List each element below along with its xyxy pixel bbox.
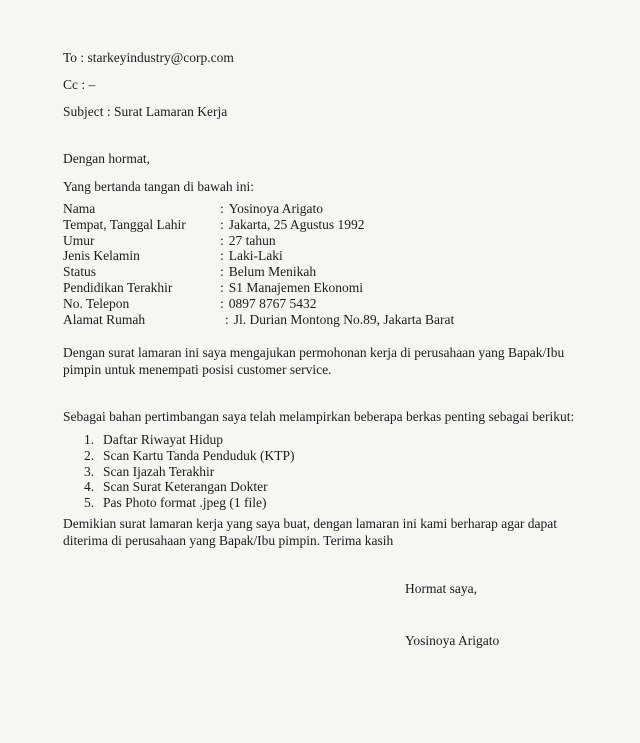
- data-label: Alamat Rumah: [63, 311, 146, 327]
- data-row-tempat-tanggal-lahir: [63, 217, 586, 233]
- data-value: Jakarta, 25 Agustus 1992: [228, 216, 365, 232]
- data-value: 27 tahun: [228, 232, 276, 248]
- data-row-status: [63, 264, 586, 280]
- email-to-line: To : starkeyindustry@corp.com: [63, 50, 234, 65]
- signature-salutation: Hormat saya,: [405, 581, 477, 597]
- signature-name: Yosinoya Arigato: [405, 633, 500, 649]
- data-row-no-telepon: [63, 296, 586, 312]
- attachments-intro-paragraph: Sebagai bahan pertimbangan saya telah melampirkan beberapa berkas penting sebagai berikut:: [63, 409, 575, 425]
- colon-separator: :: [220, 264, 224, 280]
- colon-separator: :: [220, 232, 224, 248]
- data-label: Pendidikan Terakhir: [63, 279, 173, 295]
- attachment-text: Pas Photo format .jpeg (1 file): [103, 494, 267, 510]
- list-number: 4.: [84, 479, 95, 495]
- attachment-text: Scan Kartu Tanda Penduduk (KTP): [103, 447, 295, 463]
- data-label: Tempat, Tanggal Lahir: [63, 216, 186, 232]
- colon-separator: :: [220, 295, 224, 311]
- letter-salutation: Dengan hormat,: [63, 151, 150, 166]
- attachment-item: [63, 448, 586, 464]
- colon-separator: :: [225, 311, 229, 327]
- attachment-item: [63, 495, 586, 511]
- attachments-list: [63, 432, 586, 510]
- email-subject-line: Subject : Surat Lamaran Kerja: [63, 104, 228, 119]
- attachment-item: [63, 464, 586, 480]
- data-label: Jenis Kelamin: [63, 248, 140, 264]
- letter-intro-line: Yang bertanda tangan di bawah ini:: [63, 179, 254, 194]
- list-number: 5.: [84, 494, 95, 510]
- data-label: Nama: [63, 201, 96, 216]
- attachment-text: Scan Ijazah Terakhir: [103, 463, 215, 479]
- data-label: No. Telepon: [63, 295, 130, 311]
- colon-separator: :: [220, 216, 224, 232]
- data-value: S1 Manajemen Ekonomi: [228, 279, 363, 295]
- data-row-umur: [63, 233, 586, 249]
- list-number: 2.: [84, 447, 95, 463]
- colon-separator: :: [220, 279, 224, 295]
- list-number: 1.: [84, 432, 95, 448]
- data-value: Yosinoya Arigato: [228, 201, 324, 216]
- closing-paragraph: Demikian surat lamaran kerja yang saya buat, dengan lamaran ini kami berharap agar dapat diterima di perusahaan yang Bapak/Ibu pimpin. Terima kasih: [63, 516, 558, 548]
- colon-separator: :: [220, 201, 224, 216]
- personal-data-table: [63, 201, 586, 327]
- attachment-text: Scan Surat Keterangan Dokter: [103, 479, 268, 495]
- signature-block: [405, 581, 586, 649]
- attachment-text: Daftar Riwayat Hidup: [103, 432, 223, 448]
- data-label: Status: [63, 264, 97, 280]
- data-row-jenis-kelamin: [63, 248, 586, 264]
- application-paragraph: Dengan surat lamaran ini saya mengajukan permohonan kerja di perusahaan yang Bapak/Ibu pimpin untuk menempati posisi customer service.: [63, 345, 565, 377]
- data-value: Laki-Laki: [228, 248, 283, 264]
- data-value: 0897 8767 5432: [228, 295, 317, 311]
- attachment-item: [63, 432, 586, 448]
- colon-separator: :: [220, 248, 224, 264]
- data-value: Jl. Durian Montong No.89, Jakarta Barat: [233, 311, 455, 327]
- list-number: 3.: [84, 463, 95, 479]
- email-cc-line: Cc : –: [63, 77, 96, 92]
- data-row-pendidikan-terakhir: [63, 280, 586, 296]
- data-value: Belum Menikah: [228, 264, 317, 280]
- data-row-alamat-rumah: [63, 312, 586, 328]
- data-label: Umur: [63, 232, 95, 248]
- data-row-nama: [63, 201, 586, 217]
- attachment-item: [63, 479, 586, 495]
